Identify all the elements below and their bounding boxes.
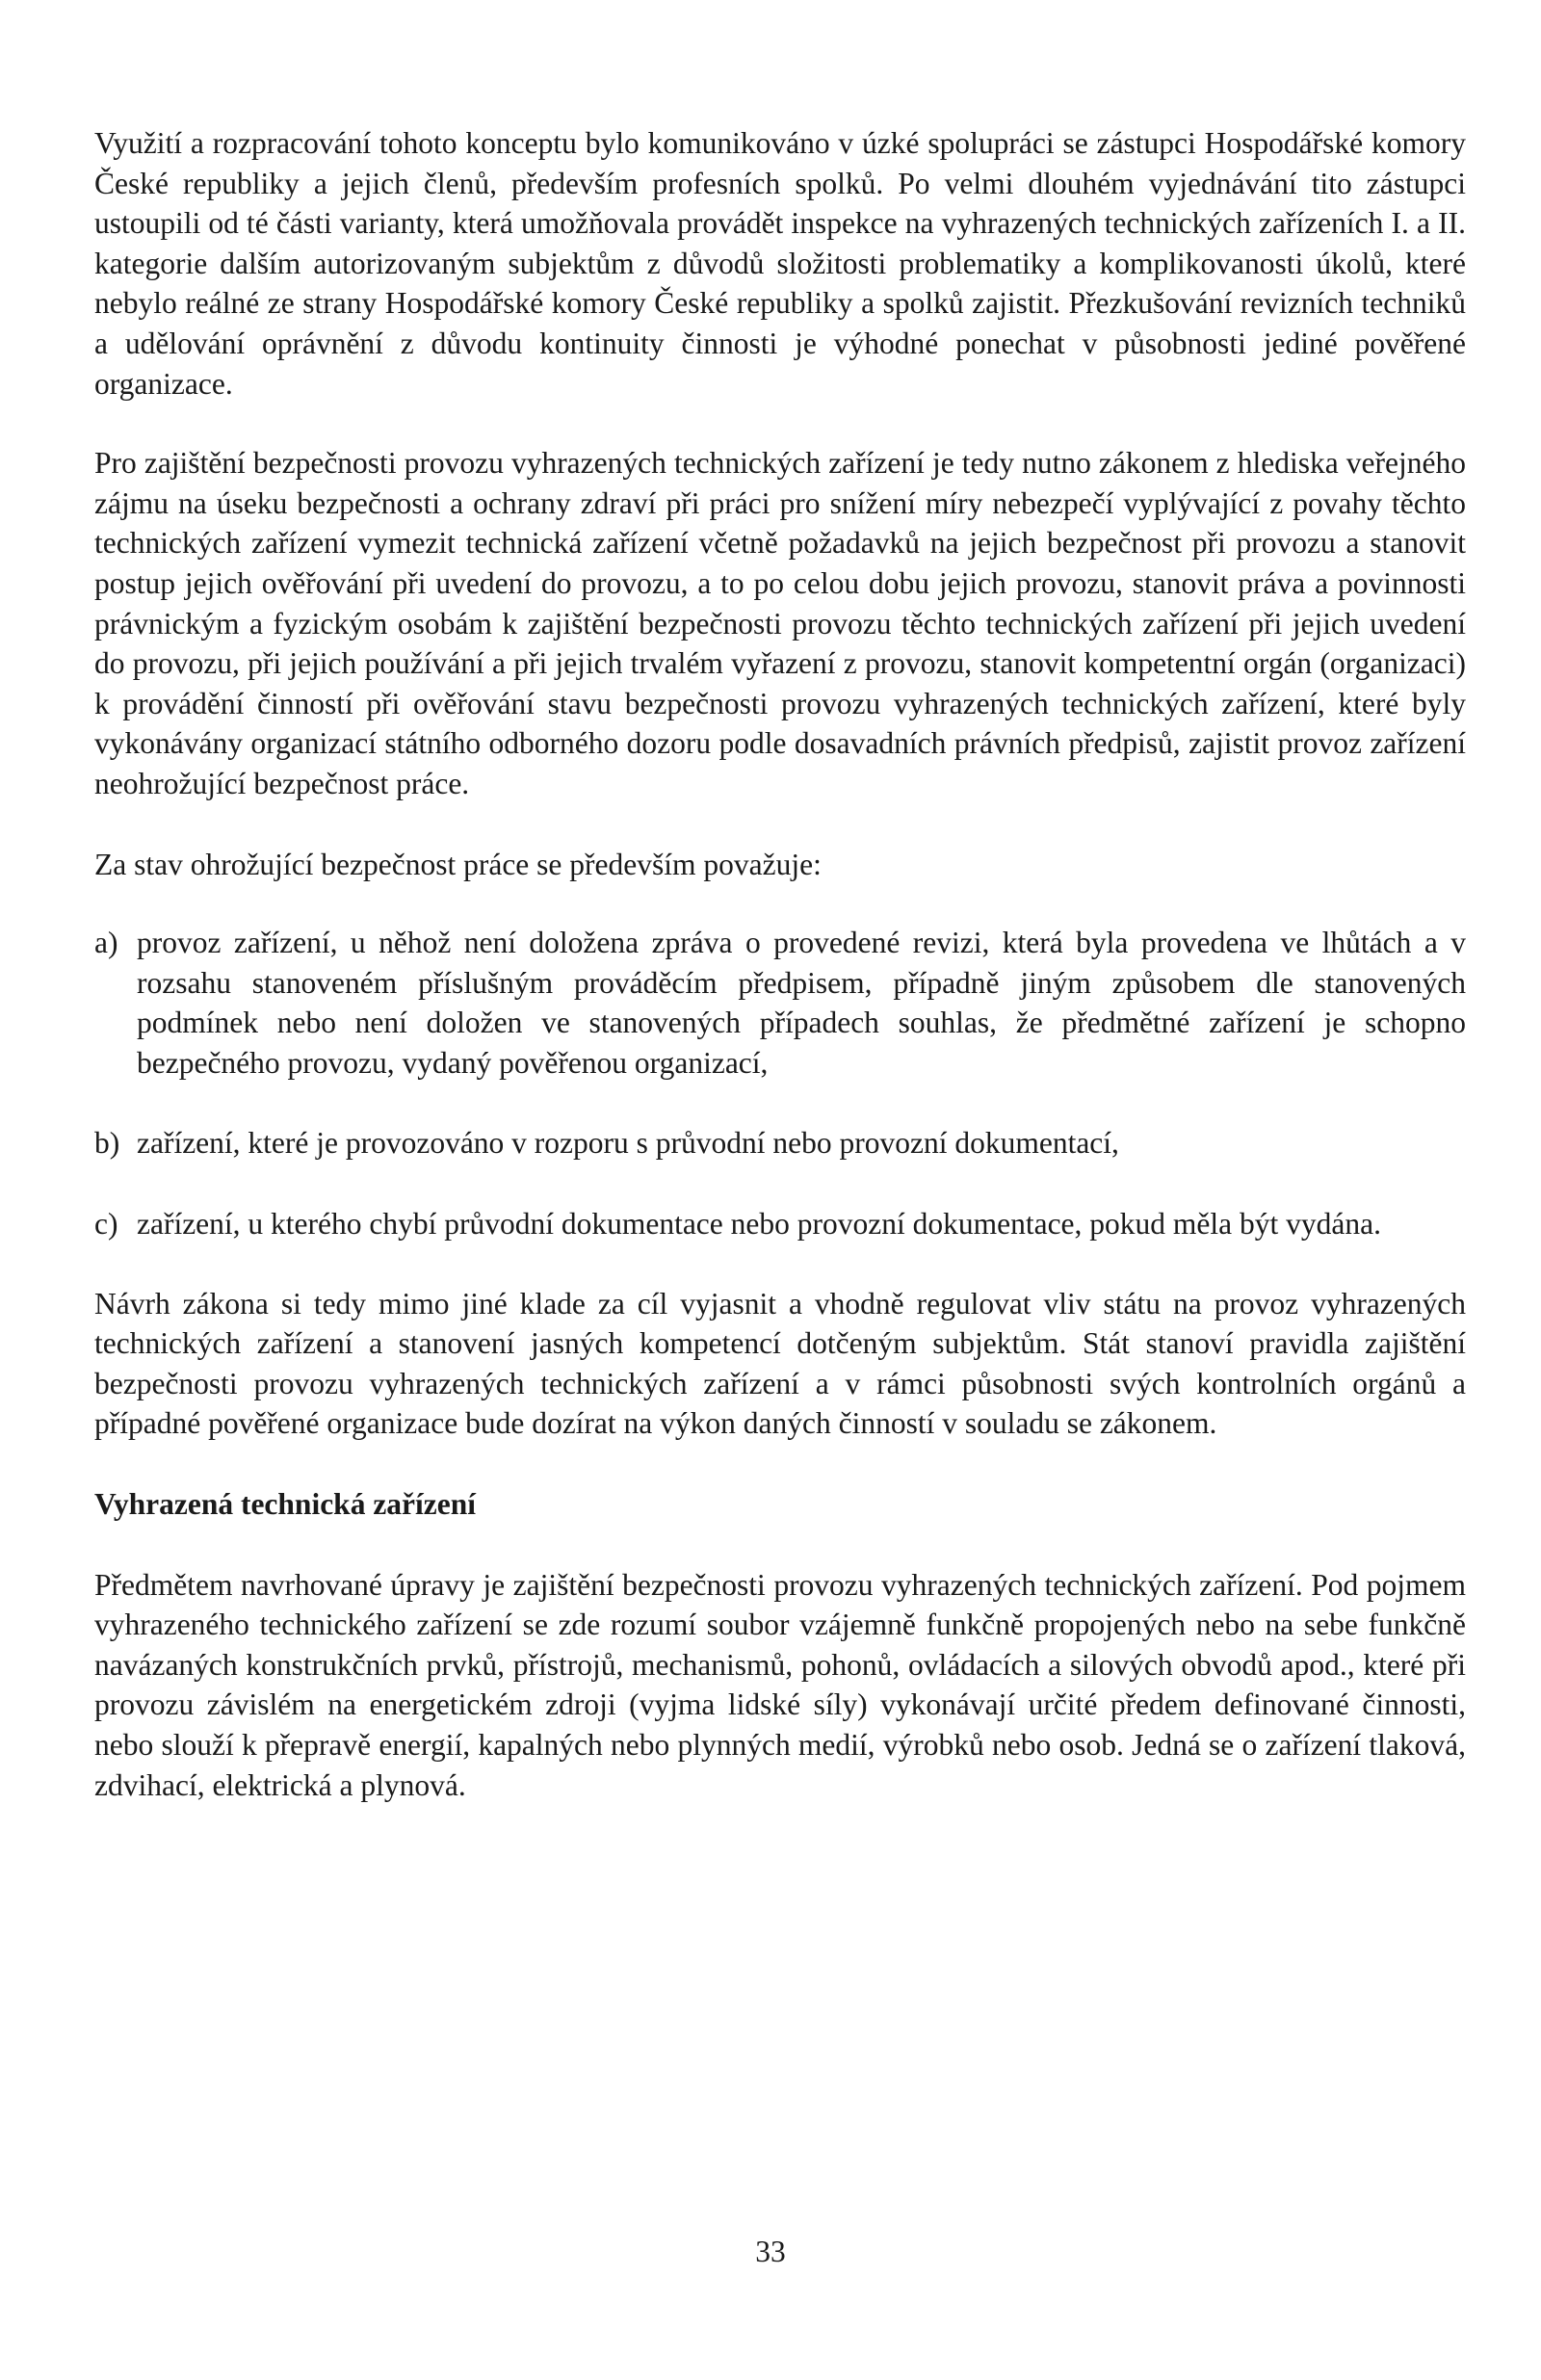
section-heading: Vyhrazená technická zařízení xyxy=(94,1487,477,1522)
page-number: 33 xyxy=(755,2235,786,2268)
paragraph-predmet-upravy: Předmětem navrhované úpravy je zajištění bezpečnosti provozu vyhrazených technických zařízení. Pod pojmem vyhrazeného technického zařízení se zde rozumí soubor vzájemně funkčně propojených nebo na sebe funkčně navázaných konstrukčních prvků, přístrojů, mechanismů, pohonů, ovládacích a silových obvodů apod., které při provozu závislém na energetickém zdroji (vyjma lidské síly) vykonávají určité předem definované činnosti, nebo slouží k přepravě energií, kapalných nebo plynných medií, výrobků nebo osob. Jedná se o zařízení tlaková, zdvihací, elektrická a plynová. xyxy=(94,1567,1466,1802)
list-marker: c) xyxy=(94,1207,118,1242)
list-item xyxy=(94,923,1466,1083)
list-marker: a) xyxy=(94,926,118,960)
list-item xyxy=(94,1204,1466,1244)
list-item xyxy=(94,1123,1466,1164)
paragraph-navrh-zakona: Návrh zákona si tedy mimo jiné klade za cíl vyjasnit a vhodně regulovat vliv státu na provoz vyhrazených technických zařízení a stanovení jasných kompetencí dotčeným subjektům. Stát stanoví pravidla zajištění bezpečnosti provozu vyhrazených technických zařízení a v rámci působnosti svých kontrolních orgánů a případné pověřené organizace bude dozírat na výkon daných činností v souladu se zákonem. xyxy=(94,1286,1466,1441)
paragraph-konzultace: Využití a rozpracování tohoto konceptu bylo komunikováno v úzké spolupráci se zástupci Hospodářské komory České republiky a jejich členů, především profesních spolků. Po velmi dlouhém vyjednávání tito zástupci ustoupili od té části varianty, která umožňovala provádět inspekce na vyhrazených technických zařízeních I. a II. kategorie dalším autorizovaným subjektům z důvodů složitosti problematiky a komplikovanosti úkolů, které nebylo reálné ze strany Hospodářské komory České republiky a spolků zajistit. Přezkušování revizních techniků a udělování oprávnění z důvodu kontinuity činnosti je výhodné ponechat v působnosti jediné pověřené organizace. xyxy=(94,126,1466,401)
list-item-text: zařízení, které je provozováno v rozporu s průvodní nebo provozní dokumentací, xyxy=(137,1126,1119,1161)
list-item-text: provoz zařízení, u něhož není doložena zpráva o provedené revizi, která byla provedena ve lhůtách a v rozsahu stanoveném příslušným prováděcím předpisem, případně jiným způsobem dle stanovených podmínek nebo není doložen ve stanovených případech souhlas, že předmětné zařízení je schopno bezpečného provozu, vydaný pověřenou organizací, xyxy=(137,926,1466,1080)
list-item-text: zařízení, u kterého chybí průvodní dokumentace nebo provozní dokumentace, pokud měla být vydána. xyxy=(137,1207,1381,1242)
condition-list xyxy=(94,923,1466,1244)
list-marker: b) xyxy=(94,1126,120,1161)
document-page xyxy=(94,123,1466,1805)
paragraph-stav-ohrozujici: Za stav ohrožující bezpečnost práce se především považuje: xyxy=(94,847,822,881)
paragraph-zajisteni-bezpecnosti: Pro zajištění bezpečnosti provozu vyhrazených technických zařízení je tedy nutno zákonem z hlediska veřejného zájmu na úseku bezpečnosti a ochrany zdraví při práci pro snížení míry nebezpečí vyplývající z povahy těchto technických zařízení vymezit technická zařízení včetně požadavků na jejich bezpečnost při provozu a stanovit postup jejich ověřování při uvedení do provozu, a to po celou dobu jejich provozu, stanovit práva a povinnosti právnickým a fyzickým osobám k zajištění bezpečnosti provozu těchto technických zařízení při jejich uvedení do provozu, při jejich používání a při jejich trvalém vyřazení z provozu, stanovit kompetentní orgán (organizaci) k provádění činností při ověřování stavu bezpečnosti provozu vyhrazených technických zařízení, které byly vykonávány organizací státního odborného dozoru podle dosavadních právních předpisů, zajistit provoz zařízení neohrožující bezpečnost práce. xyxy=(94,446,1466,800)
